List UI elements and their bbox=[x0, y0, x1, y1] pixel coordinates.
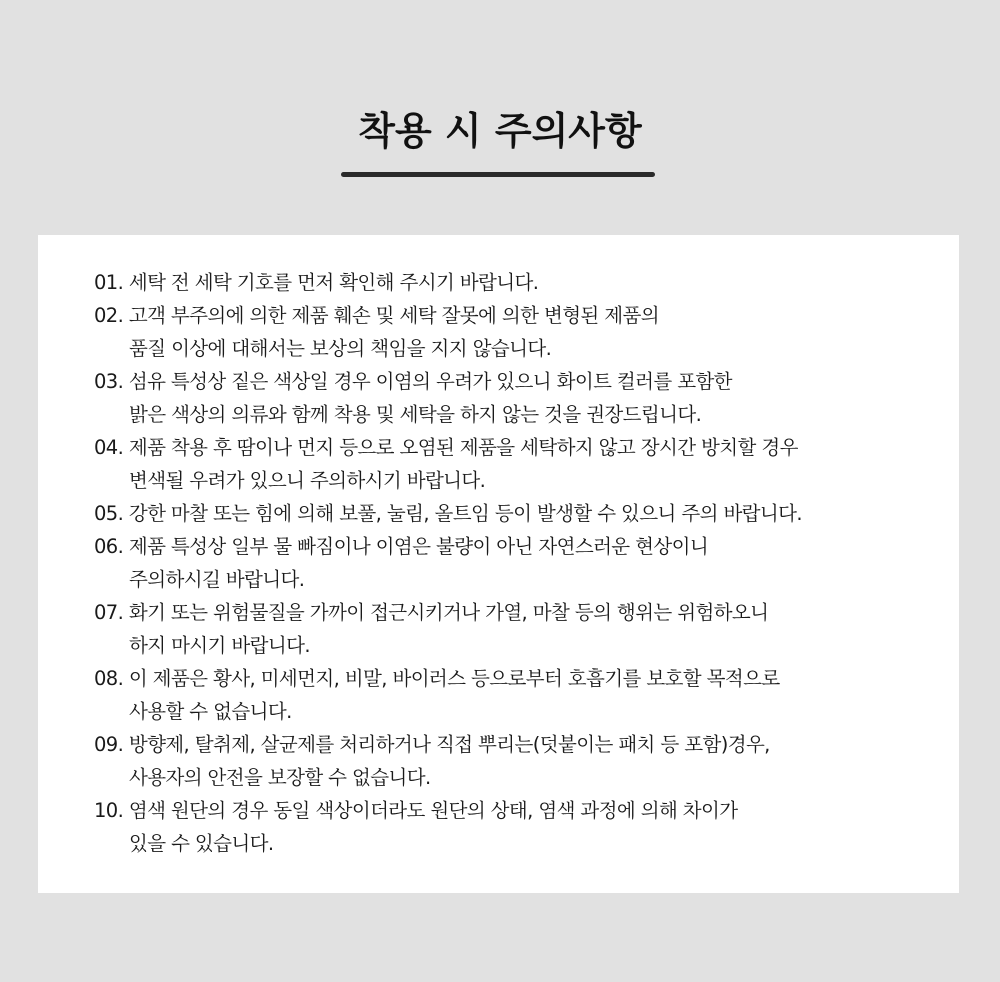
notice-item-08 bbox=[94, 662, 954, 728]
item-text-continued: 사용할 수 없습니다. bbox=[129, 700, 292, 723]
item-number: 04. bbox=[94, 436, 124, 459]
notice-line bbox=[94, 728, 954, 761]
notice-item-10 bbox=[94, 794, 954, 860]
notice-item-05 bbox=[94, 497, 954, 530]
notice-line bbox=[94, 794, 954, 827]
notice-line bbox=[94, 365, 954, 398]
item-text-continued: 변색될 우려가 있으니 주의하시기 바랍니다. bbox=[129, 469, 486, 492]
item-text: 제품 착용 후 땀이나 먼지 등으로 오염된 제품을 세탁하지 않고 장시간 방치할 경우 bbox=[128, 436, 798, 459]
notice-item-01 bbox=[94, 266, 954, 299]
item-text: 염색 원단의 경우 동일 색상이더라도 원단의 상태, 염색 과정에 의해 차이가 bbox=[128, 799, 738, 822]
notice-line bbox=[94, 266, 954, 299]
notice-line bbox=[94, 497, 954, 530]
item-number: 03. bbox=[94, 370, 124, 393]
item-number: 05. bbox=[94, 502, 124, 525]
notice-line bbox=[94, 662, 954, 695]
item-number: 01. bbox=[94, 271, 124, 294]
notice-list bbox=[94, 266, 954, 860]
item-text: 방향제, 탈취제, 살균제를 처리하거나 직접 뿌리는(덧붙이는 패치 등 포함)경우, bbox=[128, 733, 770, 756]
notice-item-09 bbox=[94, 728, 954, 794]
notice-line bbox=[94, 431, 954, 464]
item-text-continued: 사용자의 안전을 보장할 수 없습니다. bbox=[129, 766, 431, 789]
notice-line bbox=[94, 299, 954, 332]
item-text: 제품 특성상 일부 물 빠짐이나 이염은 불량이 아닌 자연스러운 현상이니 bbox=[128, 535, 709, 558]
title-underline bbox=[341, 172, 655, 177]
item-text: 세탁 전 세탁 기호를 먼저 확인해 주시기 바랍니다. bbox=[128, 271, 539, 294]
item-text: 고객 부주의에 의한 제품 훼손 및 세탁 잘못에 의한 변형된 제품의 bbox=[128, 304, 659, 327]
item-number: 02. bbox=[94, 304, 124, 327]
notice-line bbox=[94, 596, 954, 629]
notice-item-03 bbox=[94, 365, 954, 431]
item-text: 강한 마찰 또는 힘에 의해 보풀, 눌림, 올트임 등이 발생할 수 있으니 주의 바랍니다. bbox=[128, 502, 802, 525]
notice-item-06 bbox=[94, 530, 954, 596]
item-text-continued: 하지 마시기 바랍니다. bbox=[129, 634, 310, 657]
item-number: 07. bbox=[94, 601, 124, 624]
item-text-continued: 품질 이상에 대해서는 보상의 책임을 지지 않습니다. bbox=[129, 337, 552, 360]
item-text-continued: 있을 수 있습니다. bbox=[129, 832, 274, 855]
page-title: 착용 시 주의사항 bbox=[358, 109, 642, 153]
item-text-continued: 주의하시길 바랍니다. bbox=[129, 568, 305, 591]
item-text: 이 제품은 황사, 미세먼지, 비말, 바이러스 등으로부터 호흡기를 보호할 목적으로 bbox=[128, 667, 780, 690]
item-text-continued: 밝은 색상의 의류와 함께 착용 및 세탁을 하지 않는 것을 권장드립니다. bbox=[129, 403, 702, 426]
notice-item-07 bbox=[94, 596, 954, 662]
item-number: 08. bbox=[94, 667, 124, 690]
notice-item-04 bbox=[94, 431, 954, 497]
notice-line bbox=[94, 530, 954, 563]
item-number: 06. bbox=[94, 535, 124, 558]
item-number: 09. bbox=[94, 733, 124, 756]
notice-item-02 bbox=[94, 299, 954, 365]
item-text: 섬유 특성상 짙은 색상일 경우 이염의 우려가 있으니 화이트 컬러를 포함한 bbox=[128, 370, 732, 393]
item-text: 화기 또는 위험물질을 가까이 접근시키거나 가열, 마찰 등의 행위는 위험하오니 bbox=[128, 601, 769, 624]
item-number: 10. bbox=[94, 799, 124, 822]
